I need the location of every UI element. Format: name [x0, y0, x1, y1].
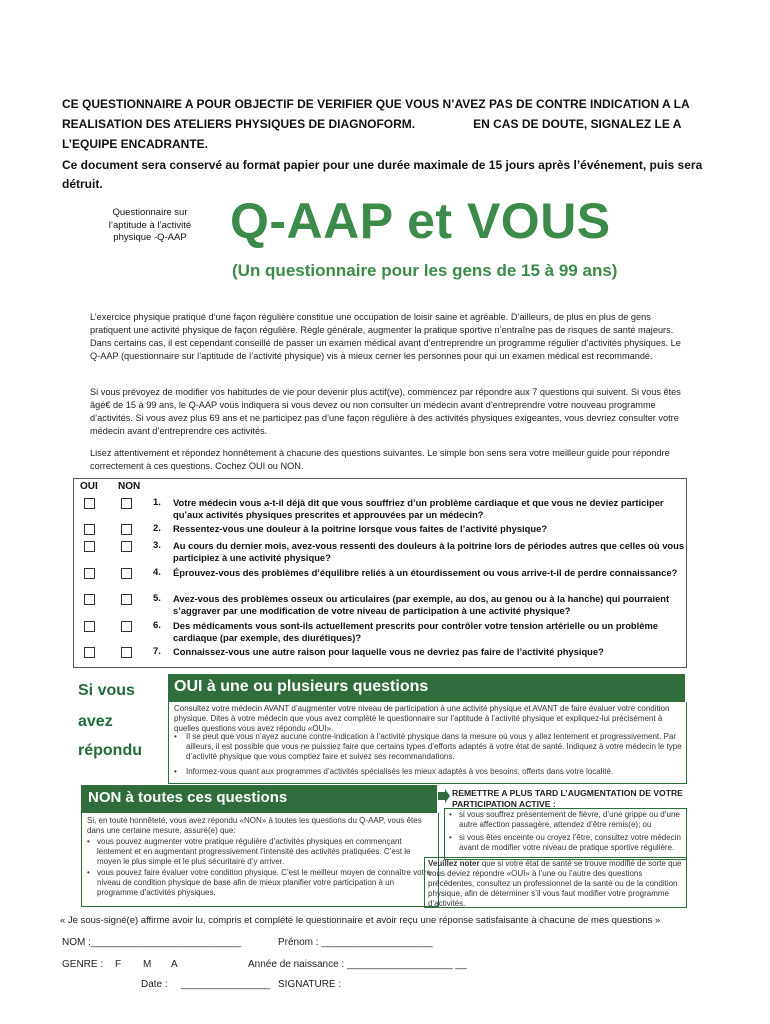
- checkbox-oui[interactable]: [84, 541, 95, 552]
- checkbox-oui[interactable]: [84, 498, 95, 509]
- checkbox-non[interactable]: [121, 594, 132, 605]
- checkbox-non[interactable]: [121, 568, 132, 579]
- question-text: Avez-vous des problèmes osseux ou articulaires (par exemple, au dos, au genou ou à la hanche) qui pourraient s’aggraver par une modification de votre niveau de participation à une activité physique?: [173, 593, 670, 616]
- question-number: 1.: [153, 497, 161, 508]
- question-text: Ressentez-vous une douleur à la poitrine lorsque vous faites de l’activité physique?: [173, 523, 548, 534]
- checkbox-oui[interactable]: [84, 568, 95, 579]
- question-text: Votre médecin vous a-t-il déjà dit que vous souffriez d’un problème cardiaque et que vous ne deviez participer qu’aux activités physiques prescrites et approuvées par un médecin?: [173, 497, 664, 520]
- bullet-icon: •: [174, 732, 177, 741]
- remettre-title: REMETTRE A PLUS TARD L’AUGMENTATION DE VOTRE PARTICIPATION ACTIVE :: [452, 788, 683, 809]
- arrow-right-icon: [438, 789, 450, 803]
- remettre-bullet-1: si vous souffrez présentement de fièvre, d’une grippe ou d’une autre affection passagère, attendez d’être remis(e); ou: [459, 810, 680, 829]
- header-notice: [62, 94, 702, 154]
- checkbox-non[interactable]: [121, 498, 132, 509]
- bullet-icon: •: [449, 810, 452, 819]
- prenom-field[interactable]: Prénom : ____________________: [278, 937, 433, 948]
- conservation-note: Ce document sera conservé au format papier pour une durée maximale de 15 jours après l’événement, puis sera détruit.: [62, 158, 703, 191]
- question-number: 6.: [153, 620, 161, 631]
- question-number: 4.: [153, 567, 161, 578]
- genre-option-f[interactable]: F: [115, 959, 122, 970]
- question-text: Des médicaments vous sont-ils actuellement prescrits pour contrôler votre tension artérielle ou un problème cardiaque (par exemple, des diurétiques)?: [173, 620, 659, 643]
- column-oui: OUI: [80, 481, 98, 492]
- non-bullet-2: vous pouvez faire évaluer votre condition physique. C’est le meilleur moyen de connaître votre niveau de condition physique de base afin de mieux planifier votre participation à un programme d’activités physiques.: [97, 868, 431, 897]
- oui-bullet-1: Il se peut que vous n’ayez aucune contre-indication à l’activité physique dans la mesure où vous y allez lentement et progressivement. Par ailleurs, il est possible que vous ne puissiez faire que certains types d’efforts adaptés à votre état de santé. Indiquez à votre médecin le type d’activité physique que vous comptiez faire et suivez ses recommandations.: [186, 732, 682, 761]
- checkbox-non[interactable]: [121, 524, 132, 535]
- question-text: Éprouvez-vous des problèmes d’équilibre reliés à un étourdissement ou vous arrive-t-il de perdre connaissance?: [173, 567, 678, 578]
- question-number: 3.: [153, 540, 161, 551]
- nom-field[interactable]: NOM :___________________________: [62, 937, 242, 948]
- date-field[interactable]: ________________: [181, 979, 270, 990]
- checkbox-non[interactable]: [121, 541, 132, 552]
- avez-label: avez: [78, 713, 113, 730]
- intro-paragraph-3: Lisez attentivement et répondez honnêtement à chacune des questions suivantes. Le simple bon sens sera votre meilleur guide pour répondre correctement à ces questions. Cochez OUI ou NON.: [90, 448, 670, 471]
- header-line-1: CE QUESTIONNAIRE A POUR OBJECTIF DE VERIFIER QUE VOUS N’AVEZ PAS DE CONTRE INDICATION A LA: [62, 97, 690, 111]
- bullet-icon: •: [87, 837, 90, 846]
- annee-naissance-field[interactable]: Année de naissance : ___________________ __: [248, 959, 467, 970]
- si-vous-label: Si vous: [78, 682, 135, 699]
- question-text: Connaissez-vous une autre raison pour laquelle vous ne devriez pas faire de l’activité physique?: [173, 646, 604, 657]
- oui-bullet-2: Informez-vous quant aux programmes d’activités spécialisés les mieux adaptés à vos besoins, offerts dans votre localité.: [186, 767, 614, 776]
- question-text: Au cours du dernier mois, avez-vous ressenti des douleurs à la poitrine lors de périodes autres que celles où vous participiez à une activité physique?: [173, 540, 685, 563]
- non-paragraph: Si, en toute honnêteté, vous avez répondu «NON» à toutes les questions du Q-AAP, vous êtes dans une certaine mesure, assuré(e) que:: [87, 816, 422, 835]
- question-number: 5.: [153, 593, 161, 604]
- header-line-3: L’EQUIPE ENCADRANTE.: [62, 137, 209, 151]
- checkbox-non[interactable]: [121, 621, 132, 632]
- genre-option-a[interactable]: A: [171, 959, 178, 970]
- date-label: Date :: [141, 979, 168, 990]
- header-line-2: REALISATION DES ATELIERS PHYSIQUES DE DIAGNOFORM. EN CAS DE DOUTE, SIGNALEZ LE A: [62, 117, 682, 131]
- signature-label: SIGNATURE :: [278, 979, 342, 990]
- page-title: Q-AAP et VOUS: [230, 193, 611, 249]
- page-subtitle: (Un questionnaire pour les gens de 15 à 99 ans): [232, 261, 618, 280]
- oui-paragraph: Consultez votre médecin AVANT d’augmenter votre niveau de participation à une activité physique et AVANT de faire évaluer votre condition physique. Dites à votre médecin que vous avez complété le questionnaire sur l’aptitude à l’activité physique et expliquez-lui précisément à quelles questions vous avez répondu «OUI».: [174, 704, 670, 733]
- intro-paragraph-1: L’exercice physique pratiqué d’une façon régulière constitue une occupation de loisir saine et agréable. D’ailleurs, de plus en plus de gens pratiquent une activité physique de façon régulière. Règle générale, augmenter la pratique sportive n’entraîne pas de risques de santé majeurs. Dans certains cas, il est cependant conseillé de passer un examen médical avant d’entreprendre un programme régulier d’activités physiques. Le Q-AAP (questionnaire sur l’aptitude de l’activité physique) vis à mieux cerner les personnes pour qui un examen médical est recommandé.: [90, 312, 681, 361]
- checkbox-non[interactable]: [121, 647, 132, 658]
- repondu-label: répondu: [78, 742, 142, 759]
- checkbox-oui[interactable]: [84, 594, 95, 605]
- veuillez-noter-text: Veuillez noter que si votre état de santé se trouve modifié de sorte que vous deviez répondre «OUI» à l’une ou l’autre des questions précédentes, consultez un professionnel de la santé ou de la condition physique, afin de déterminer s’il vous faut modifier votre programme d’activités.: [428, 859, 682, 908]
- side-note: Questionnaire sur l’aptitude à l’activité physique -Q-AAP: [108, 207, 192, 243]
- attestation-statement: « Je sous-signé(e) affirme avoir lu, compris et complété le questionnaire et avoir reçu une réponse satisfaisante à chacune de mes questions »: [60, 915, 661, 926]
- non-title: NON à toutes ces questions: [88, 789, 288, 806]
- bullet-icon: •: [87, 868, 90, 877]
- intro-paragraph-2: Si vous prévoyez de modifier vos habitudes de vie pour devenir plus actif(ve), commencez par répondre aux 7 questions qui suivent. Si vous êtes âgé€ de 15 à 99 ans, le Q-AAP vous indiquera si vous devez ou non consulter un médecin avant d’entreprendre votre nouveau programme d’activités. Si vous avez plus 69 ans et ne participez pas d’une façon régulière à des activités physiques exigeantes, vous devriez consulter votre médecin avant d’entreprendre ces activités.: [90, 387, 681, 436]
- genre-option-m[interactable]: M: [143, 959, 152, 970]
- question-number: 2.: [153, 523, 161, 534]
- question-number: 7.: [153, 646, 161, 657]
- bullet-icon: •: [449, 833, 452, 842]
- remettre-bullet-2: si vous êtes enceinte ou croyez l’être, consultez votre médecin avant de modifier votre niveau de pratique sportive régulière.: [459, 833, 681, 852]
- checkbox-oui[interactable]: [84, 524, 95, 535]
- column-non: NON: [118, 481, 141, 492]
- genre-label: GENRE :: [62, 959, 104, 970]
- checkbox-oui[interactable]: [84, 647, 95, 658]
- checkbox-oui[interactable]: [84, 621, 95, 632]
- bullet-icon: •: [174, 767, 177, 776]
- oui-title: OUI à une ou plusieurs questions: [174, 678, 429, 695]
- non-bullet-1: vous pouvez augmenter votre pratique régulière d’activités physiques en commençant lentement et en augmentant progressivement l’intensité des activités pratiquées. C’est le moyen le plus simple et le plus sécuritaire d’y arriver.: [97, 837, 411, 866]
